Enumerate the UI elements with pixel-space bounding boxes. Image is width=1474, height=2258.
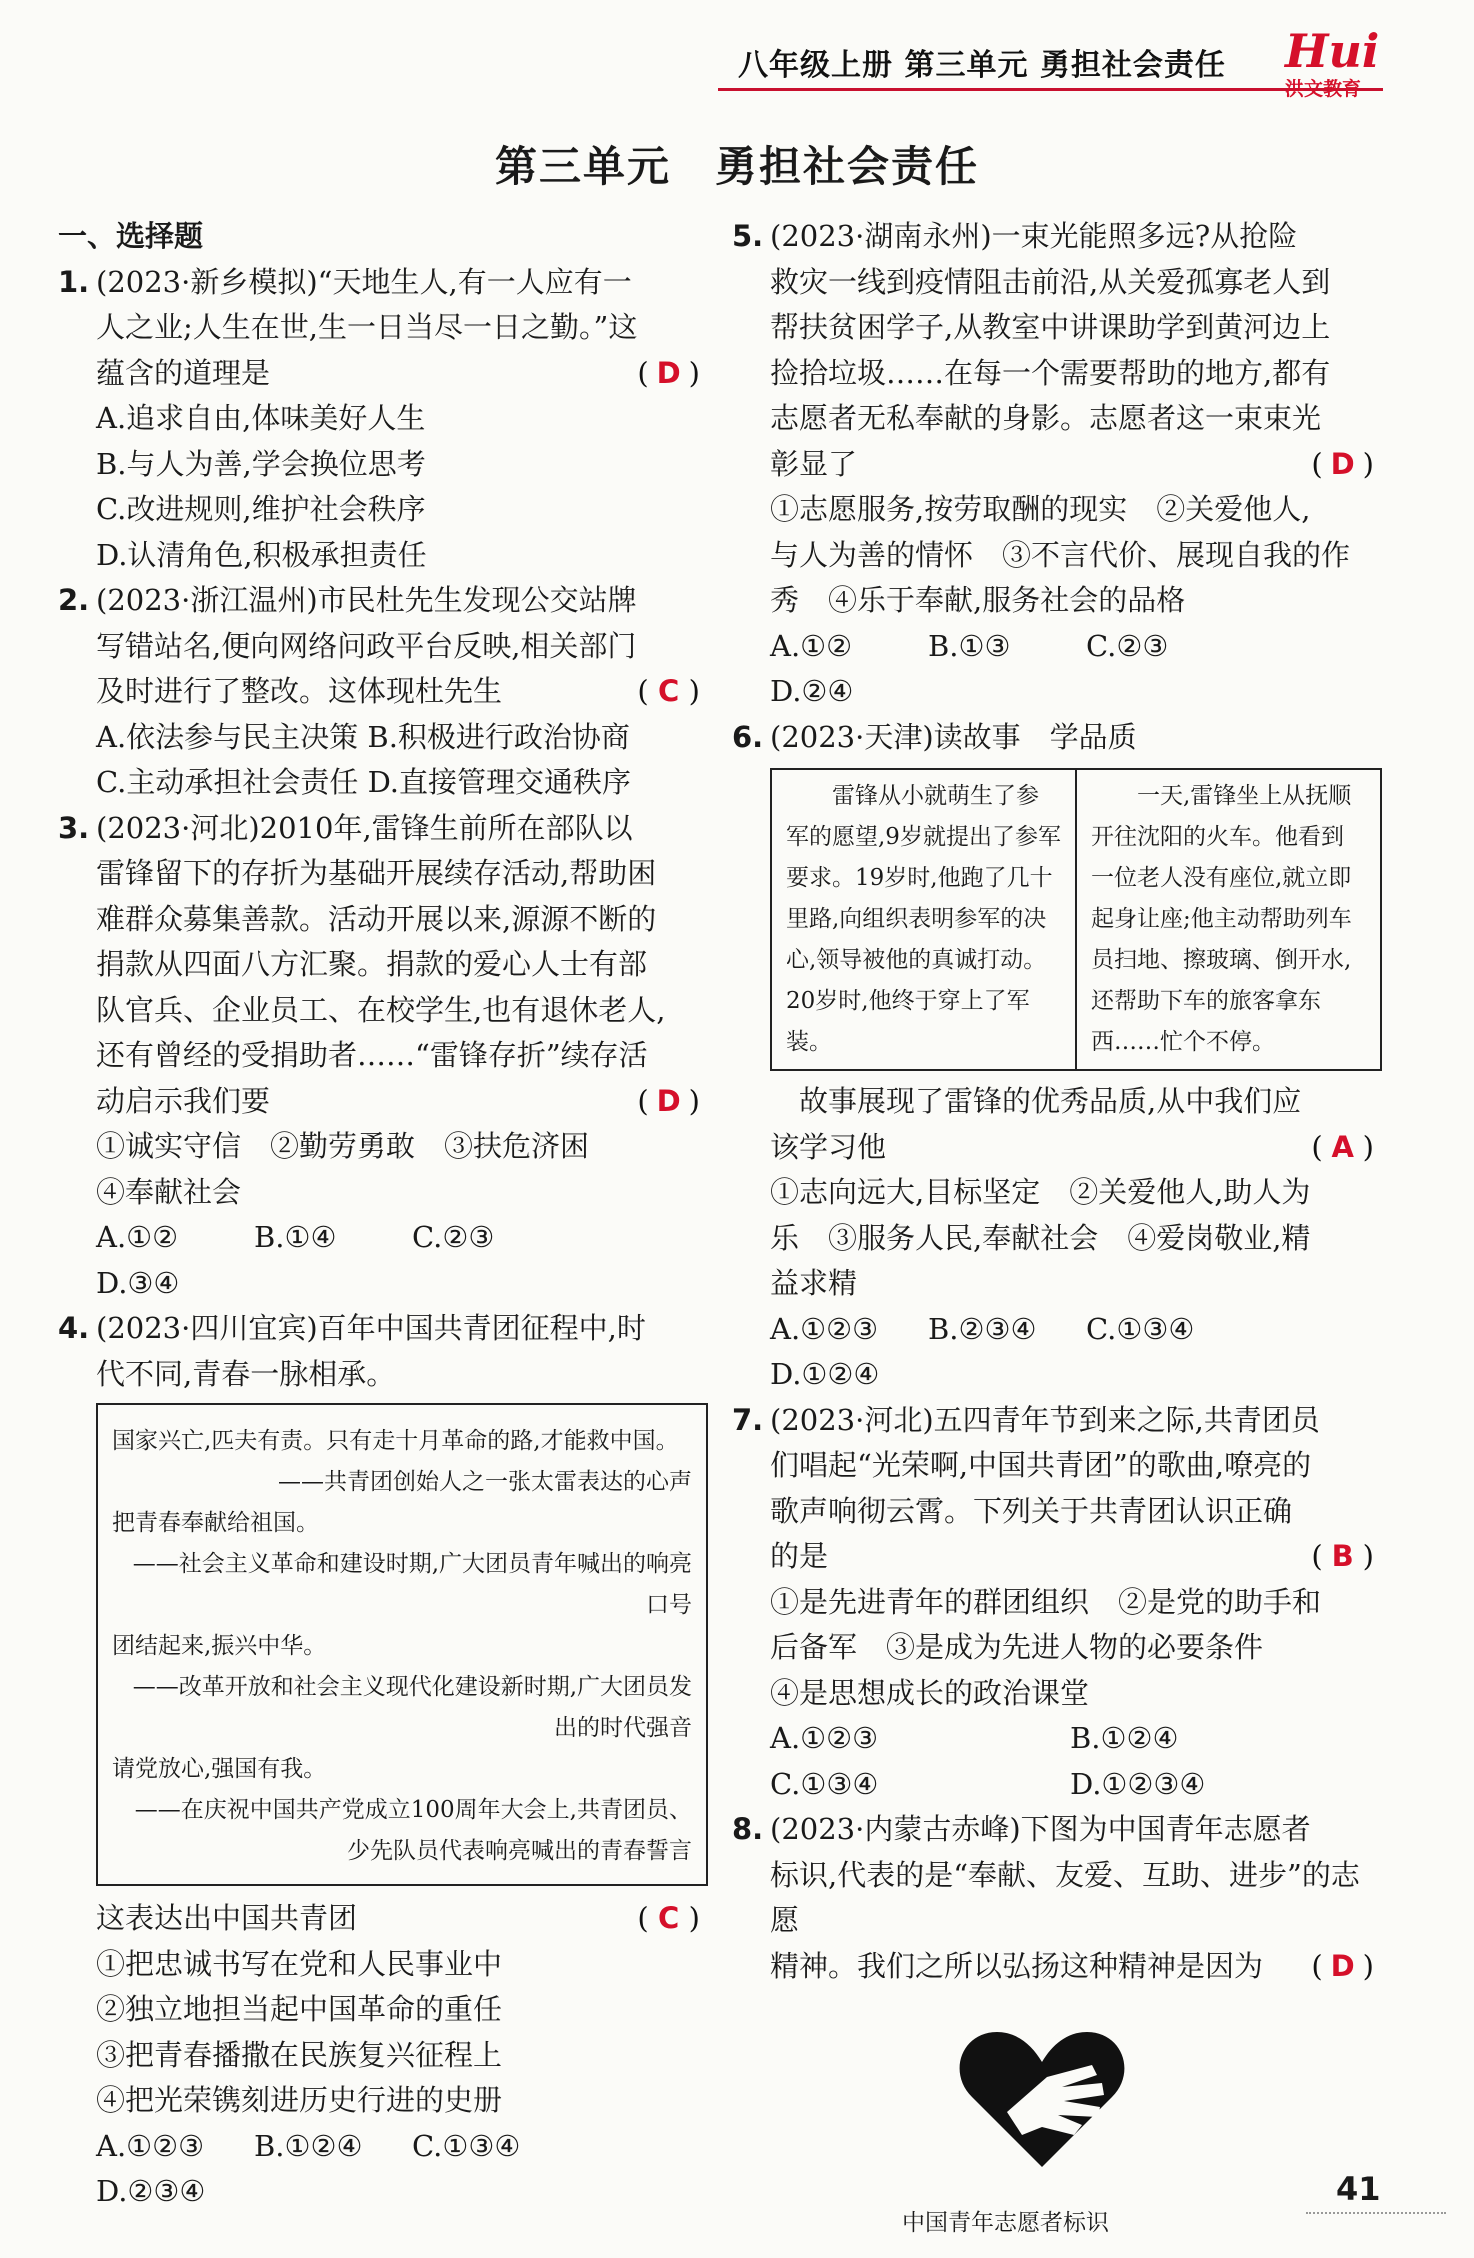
question-text: (2023·新乡模拟)“天地生人,有一人应有一 xyxy=(96,264,632,299)
choice: D.①②③④ xyxy=(1070,1766,1206,1801)
answer-line xyxy=(770,1534,1382,1580)
answer-line xyxy=(96,1079,708,1125)
answer-paren: ( D ) xyxy=(637,1079,700,1125)
answer-line xyxy=(58,1896,708,1942)
header-rule xyxy=(718,88,1383,91)
answer-paren: ( D ) xyxy=(637,351,700,397)
statement: 后备军 ③是成为先进人物的必要条件 xyxy=(770,1630,1264,1664)
question-text: (2023·河北)五四青年节到来之际,共青团员 xyxy=(770,1402,1320,1437)
choice: C.①③④ xyxy=(1086,1311,1195,1346)
statement: ③把青春播撒在民族复兴征程上 xyxy=(96,2037,503,2072)
question-7 xyxy=(732,1398,1382,1580)
question-text: (2023·浙江温州)市民杜先生发现公交站牌 xyxy=(96,583,637,617)
question-4 xyxy=(58,1306,708,1397)
quote-text: 把青春奉献给祖国。 xyxy=(112,1510,319,1536)
answer-line xyxy=(732,1125,1382,1171)
statement: ④奉献社会 xyxy=(96,1174,242,1209)
answer: A xyxy=(1331,1129,1354,1164)
question-number: 3. xyxy=(58,810,90,845)
question-3 xyxy=(58,806,708,1125)
statement: ④是思想成长的政治课堂 xyxy=(770,1675,1090,1710)
choice: A.①② xyxy=(96,1220,179,1254)
statement: ④把光荣镌刻进历史行进的史册 xyxy=(96,2083,503,2117)
question-text: (2023·四川宜宾)百年中国共青团征程中,时 xyxy=(96,1311,646,1345)
question-text: 精神。我们之所以弘扬这种精神是因为 xyxy=(770,1948,1264,1983)
question-text: 队官兵、企业员工、在校学生,也有退休老人, xyxy=(96,992,666,1027)
quote-text: 团结起来,振兴中华。 xyxy=(112,1633,327,1659)
statement: ①诚实守信 ②勤劳勇敢 ③扶危济困 xyxy=(96,1129,590,1163)
answer-line xyxy=(770,1944,1382,1990)
quote-source: ——共青团创始人之一张太雷表达的心声 xyxy=(278,1469,692,1495)
quote-source: ——在庆祝中国共产党成立100周年大会上,共青团员、少先队员代表响亮喊出的青春誓言 xyxy=(134,1797,692,1864)
option: C.改进规则,维护社会秩序 xyxy=(96,492,426,526)
image-caption: 中国青年志愿者标识 xyxy=(902,2209,1109,2236)
question-text: 还有曾经的受捐助者……“雷锋存折”续存活 xyxy=(96,1038,648,1072)
quote-text: 请党放心,强国有我。 xyxy=(112,1756,327,1782)
question-text: 志愿者无私奉献的身影。志愿者这一束束光 xyxy=(770,401,1322,435)
answer: D xyxy=(1330,446,1355,481)
question-text: 彰显了 xyxy=(770,446,858,481)
question-text: (2023·河北)2010年,雷锋生前所在部队以 xyxy=(96,810,633,845)
section-heading: 一、选择题 xyxy=(58,219,204,253)
answer-line xyxy=(96,351,708,397)
choice: D.③④ xyxy=(96,1265,180,1300)
answer-paren: ( A ) xyxy=(1311,1125,1374,1171)
publisher-logo xyxy=(1285,24,1395,100)
question-text: 救灾一线到疫情阻击前沿,从关爱孤寡老人到 xyxy=(770,264,1331,299)
question-text: 故事展现了雷锋的优秀品质,从中我们应 xyxy=(770,1084,1302,1118)
choice: C.②③ xyxy=(412,1220,495,1254)
answer: C xyxy=(658,1901,680,1935)
question-number: 5. xyxy=(732,219,764,253)
quote-source: ——改革开放和社会主义现代化建设新时期,广大团员发出的时代强音 xyxy=(132,1674,692,1741)
question-text: 难群众募集善款。活动开展以来,源源不断的 xyxy=(96,901,657,936)
choice: B.①③ xyxy=(928,628,1011,663)
choices-row xyxy=(58,1215,708,1306)
answer: D xyxy=(1330,1948,1355,1983)
quote-source: ——社会主义革命和建设时期,广大团员青年喊出的响亮口号 xyxy=(132,1551,692,1618)
question-text: 蕴含的道理是 xyxy=(96,355,271,390)
choice: B.①④ xyxy=(254,1220,337,1254)
question-text: 该学习他 xyxy=(770,1129,887,1164)
question-text: 捐款从四面八方汇聚。捐款的爱心人士有部 xyxy=(96,947,648,981)
question-text: 写错站名,便向网络问政平台反映,相关部门 xyxy=(96,628,637,663)
volunteer-heart-hand-icon xyxy=(952,2017,1132,2177)
answer-paren: ( C ) xyxy=(637,1896,700,1942)
choice: B.②③④ xyxy=(928,1311,1037,1346)
statement: 秀 ④乐于奉献,服务社会的品格 xyxy=(770,583,1186,617)
page-title: 第三单元 勇担社会责任 xyxy=(494,142,979,191)
question-text: 捡拾垃圾……在每一个需要帮助的地方,都有 xyxy=(770,355,1331,390)
answer-line xyxy=(770,442,1382,488)
question-number: 8. xyxy=(732,1812,764,1846)
story-left: 雷锋从小就萌生了参军的愿望,9岁就提出了参军要求。19岁时,他跑了几十里路,向组织表明参军的决心,领导被他的真诚打动。20岁时,他终于穿上了军装。 xyxy=(772,770,1077,1069)
choices-row xyxy=(58,2124,708,2215)
logo-mark: Hui xyxy=(1285,24,1380,78)
option: D.认清角色,积极承担责任 xyxy=(96,537,427,572)
quote-text: 国家兴亡,匹夫有责。只有走十月革命的路,才能救中国。 xyxy=(112,1428,679,1454)
question-6 xyxy=(732,715,1382,761)
choice: B.①②④ xyxy=(1070,1721,1179,1755)
question-text: (2023·内蒙古赤峰)下图为中国青年志愿者 xyxy=(770,1812,1311,1846)
answer-paren: ( C ) xyxy=(637,669,700,715)
choice: B.①②④ xyxy=(254,2128,363,2163)
question-number: 6. xyxy=(732,719,764,754)
choices-row xyxy=(732,1307,1382,1398)
statement: ①把忠诚书写在党和人民事业中 xyxy=(96,1946,503,1981)
choice: D.②③④ xyxy=(96,2174,206,2208)
question-text: 帮扶贫困学子,从教室中讲课助学到黄河边上 xyxy=(770,310,1331,344)
right-column xyxy=(732,214,1382,2246)
question-number: 4. xyxy=(58,1311,90,1345)
answer: D xyxy=(656,1083,681,1118)
question-text: 雷锋留下的存折为基础开展续存活动,帮助困 xyxy=(96,856,657,890)
question-text: (2023·天津)读故事 学品质 xyxy=(770,719,1137,754)
choice: D.②④ xyxy=(770,674,854,708)
statement: ①志向远大,目标坚定 ②关爱他人,助人为 xyxy=(770,1175,1311,1209)
page-number: 41 xyxy=(1336,2170,1381,2208)
choices-row xyxy=(732,1716,1382,1762)
statement: 益求精 xyxy=(770,1266,858,1300)
story-right: 一天,雷锋坐上从抚顺开往沈阳的火车。他看到一位老人没有座位,就立即起身让座;他主动帮助列车员扫地、擦玻璃、倒开水,还帮助下车的旅客拿东西……忙个不停。 xyxy=(1091,783,1352,1055)
choice: A.①② xyxy=(770,628,853,663)
question-text: 们唱起“光荣啊,中国共青团”的歌曲,嘹亮的 xyxy=(770,1448,1312,1482)
question-8 xyxy=(732,1807,1382,1989)
page-header xyxy=(0,0,1474,100)
question-5 xyxy=(732,214,1382,487)
quote-box xyxy=(96,1403,708,1886)
choices-row xyxy=(732,624,1382,715)
story-table xyxy=(770,768,1382,1071)
answer-paren: ( B ) xyxy=(1311,1534,1374,1580)
header-text: 八年级上册 第三单元 勇担社会责任 xyxy=(738,48,1226,83)
statement: ①是先进青年的群团组织 ②是党的助手和 xyxy=(770,1584,1322,1619)
choice: C.①③④ xyxy=(770,1766,879,1801)
statement: 乐 ③服务人民,奉献社会 ④爱岗敬业,精 xyxy=(770,1220,1311,1255)
question-text: (2023·湖南永州)一束光能照多远?从抢险 xyxy=(770,219,1298,253)
question-number: 7. xyxy=(732,1402,764,1437)
option: A.追求自由,体味美好人生 xyxy=(96,401,426,435)
choice: C.①③④ xyxy=(412,2128,521,2163)
answer: C xyxy=(658,674,680,708)
question-text: 动启示我们要 xyxy=(96,1083,271,1118)
answer: D xyxy=(656,355,681,390)
left-column xyxy=(58,214,708,2215)
option: B.与人为善,学会换位思考 xyxy=(96,446,426,481)
question-2 xyxy=(58,578,708,715)
question-text: 及时进行了整改。这体现杜先生 xyxy=(96,674,503,708)
choice: A.①②③ xyxy=(770,1721,879,1755)
question-text: 这表达出中国共青团 xyxy=(96,1901,358,1935)
choice: C.②③ xyxy=(1086,628,1169,663)
answer-paren: ( D ) xyxy=(1311,1944,1374,1990)
statement: 与人为善的情怀 ③不言代价、展现自我的作 xyxy=(770,537,1351,572)
question-text: 人之业;人生在世,生一日当尽一日之勤。”这 xyxy=(96,310,638,344)
answer-line xyxy=(96,669,708,715)
answer-paren: ( D ) xyxy=(1311,442,1374,488)
choice: D.①②④ xyxy=(770,1357,880,1391)
question-text: 标识,代表的是“奉献、友爱、互助、进步”的志愿 xyxy=(770,1857,1360,1937)
choices-row xyxy=(732,1762,1382,1808)
question-text: 歌声响彻云霄。下列关于共青团认识正确 xyxy=(770,1493,1293,1528)
answer: B xyxy=(1331,1539,1354,1573)
question-number: 2. xyxy=(58,583,90,617)
question-number: 1. xyxy=(58,264,90,299)
question-text: 代不同,青春一脉相承。 xyxy=(96,1356,396,1391)
statement: ①志愿服务,按劳取酬的现实 ②关爱他人, xyxy=(770,492,1311,526)
statement: ②独立地担当起中国革命的重任 xyxy=(96,1992,503,2026)
choice: A.①②③ xyxy=(96,2128,205,2163)
page-number-rule xyxy=(1306,2212,1446,2214)
option: A.依法参与民主决策 B.积极进行政治协商 xyxy=(96,719,630,754)
question-1 xyxy=(58,260,708,397)
option: C.主动承担社会责任 D.直接管理交通秩序 xyxy=(96,765,632,799)
question-text: 的是 xyxy=(770,1539,829,1573)
choice: A.①②③ xyxy=(770,1311,879,1346)
logo-sub: 洪文教育 xyxy=(1285,78,1362,100)
